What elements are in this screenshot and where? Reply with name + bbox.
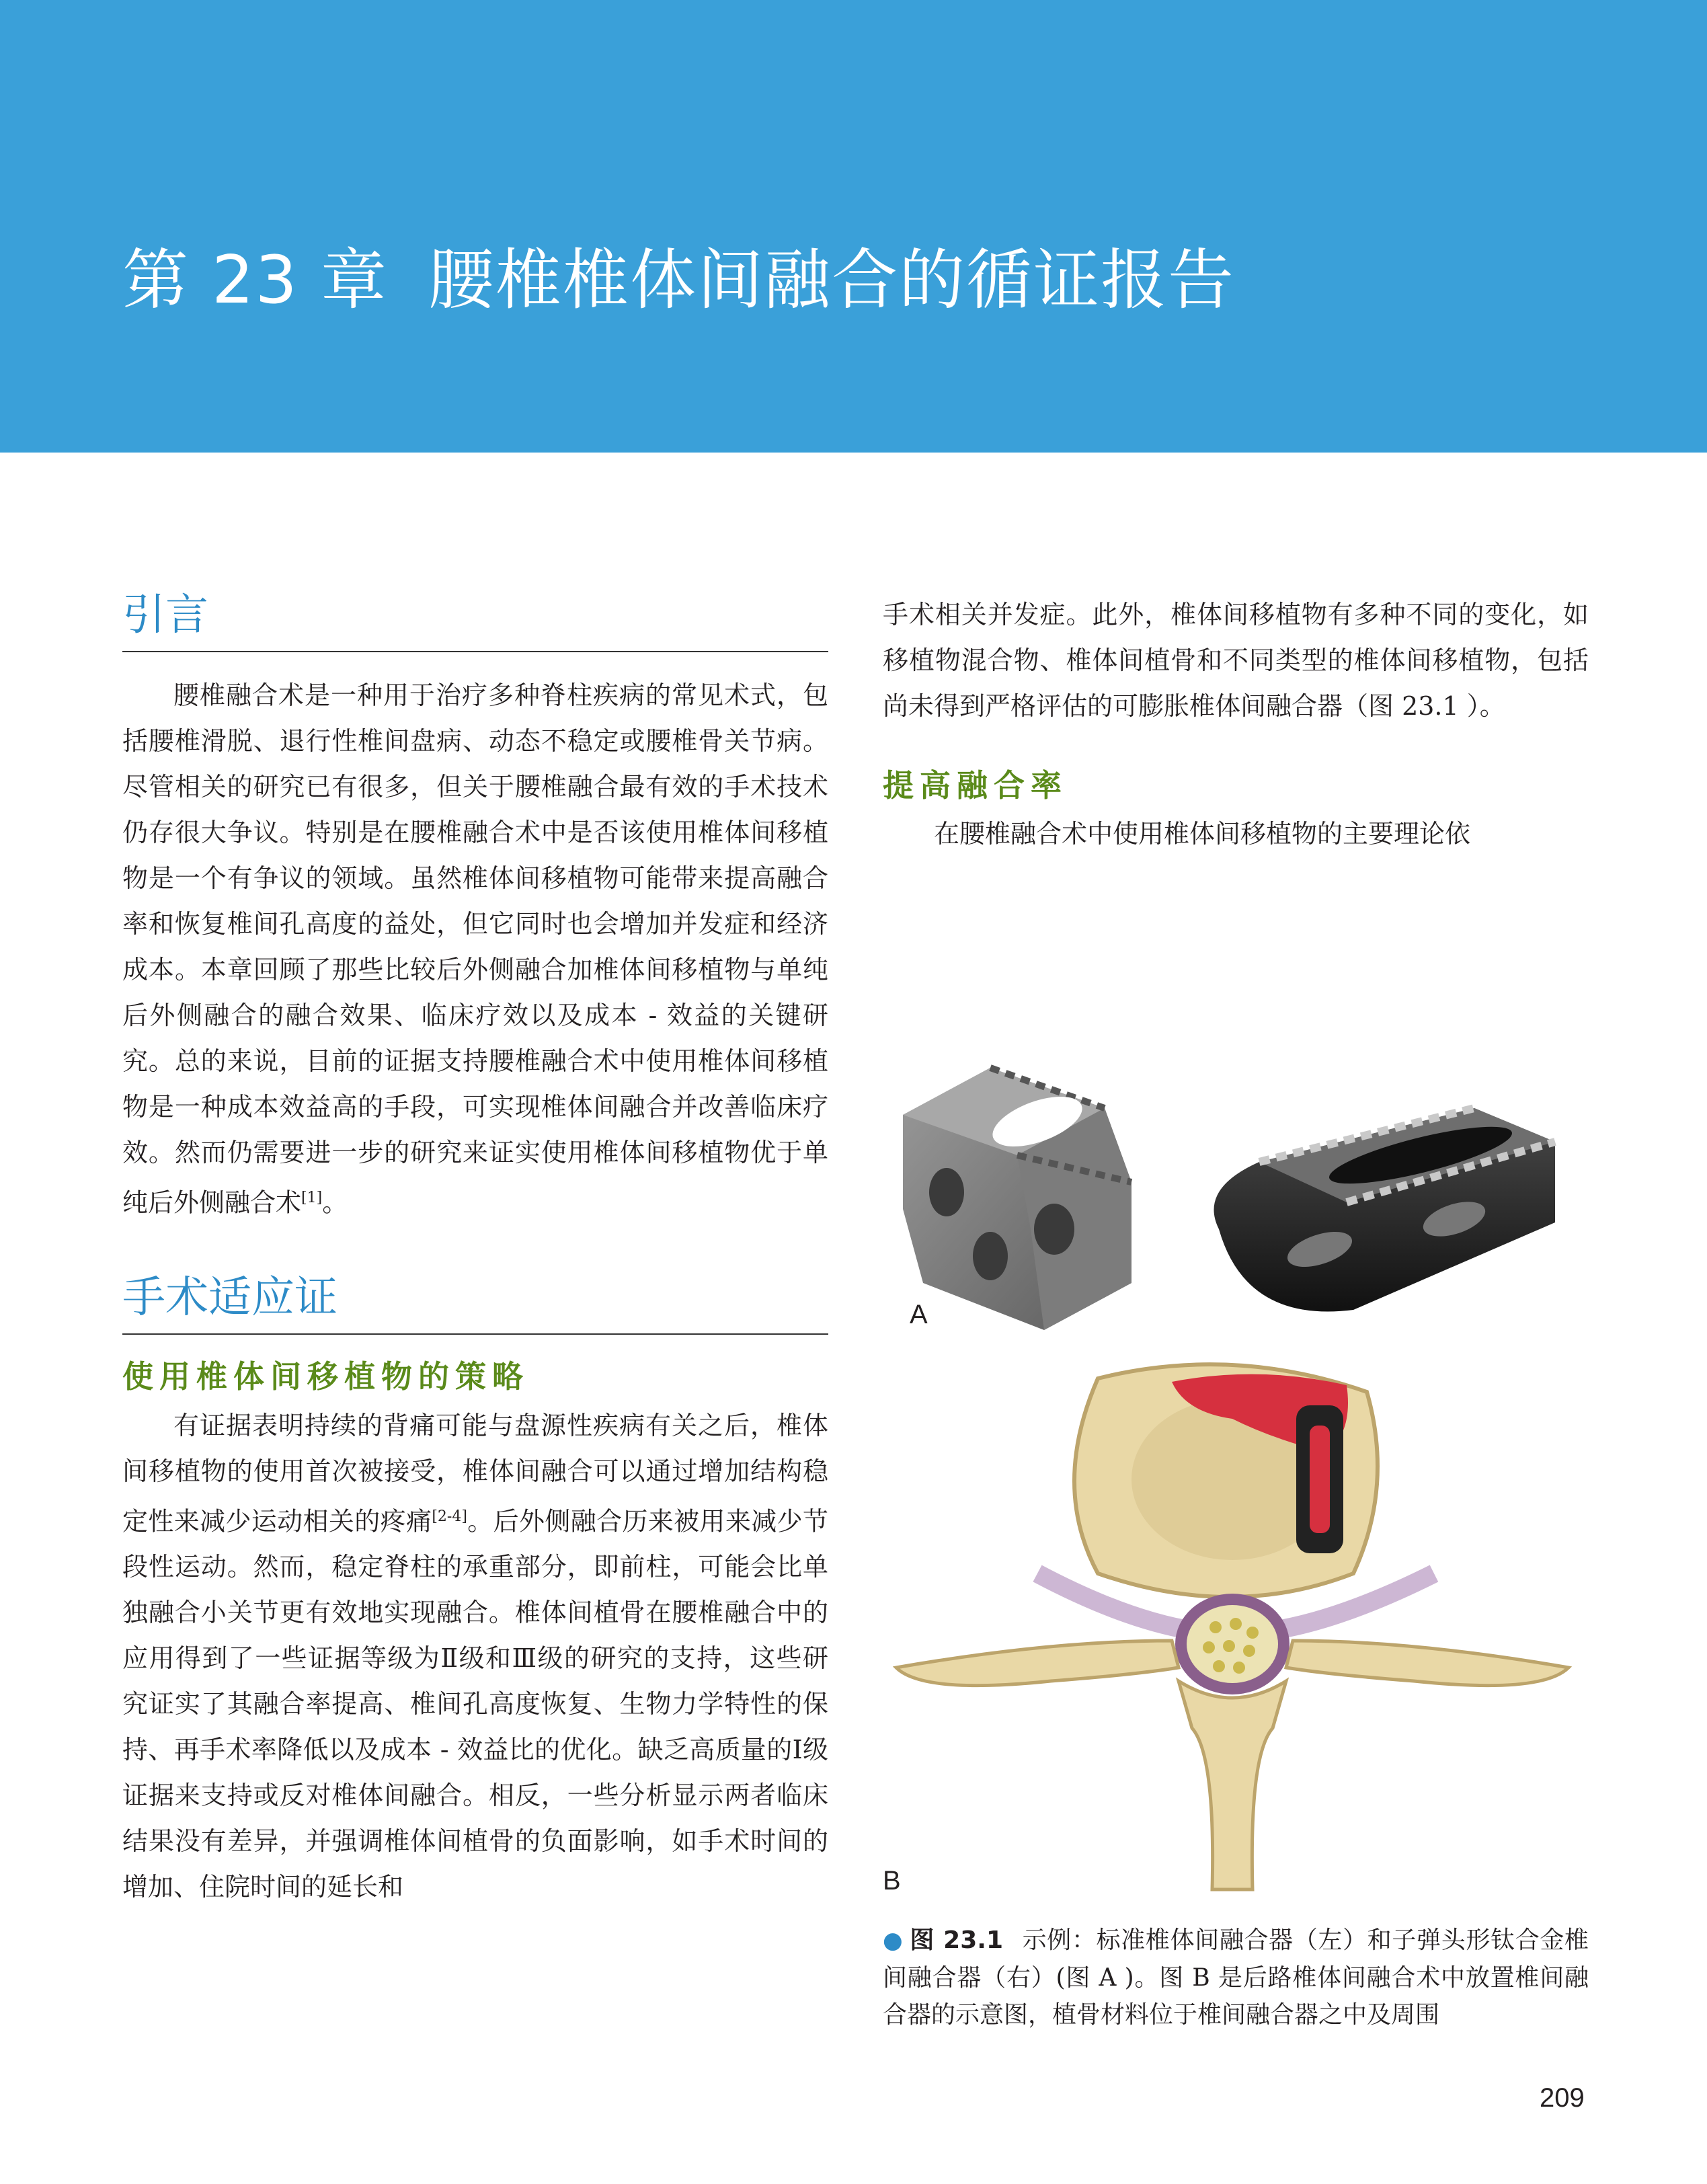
caption-bullet-icon: ● [883, 1927, 904, 1954]
figure-caption [883, 1922, 1589, 2033]
intro-text: 腰椎融合术是一种用于治疗多种脊柱疾病的常见术式，包括腰椎滑脱、退行性椎间盘病、动态不稳定或腰椎骨关节病。尽管相关的研究已有很多，但关于腰椎融合最有效的手术技术仍存很大争议。特别是在腰椎融合术中是否该使用椎体间移植物是一个有争议的领域。虽然椎体间移植物可能带来提高融合率和恢复椎间孔高度的益处，但它同时也会增加并发症和经济成本。本章回顾了那些比较后外侧融合加椎体间移植物与单纯后外侧融合的融合效果、临床疗效以及成本 - 效益的关键研究。总的来说，目前的证据支持腰椎融合术中使用椎体间移植物是一种成本效益高的手段，可实现椎体间融合并改善临床疗效。然而仍需要进一步的研究来证实使用椎体间移植物优于单纯后外侧融合术 [122, 680, 828, 1218]
fusion-paragraph: 在腰椎融合术中使用椎体间移植物的主要理论依 [934, 819, 1471, 849]
figure-a [883, 1027, 1589, 1330]
figure-label-b: B [883, 1866, 901, 1896]
left-column [122, 592, 828, 1910]
page-number: 209 [1540, 2083, 1585, 2113]
fusion-subheading: 提高融合率 [883, 767, 1068, 804]
intro-heading: 引言 [122, 592, 828, 652]
intro-paragraph [122, 672, 828, 1226]
right-column [883, 592, 1589, 857]
caption-text: 示例：标准椎体间融合器（左）和子弹头形钛合金椎间融合器（右）(图 A )。图 B 是后路椎体间融合术中放置椎间融合器的示意图，植骨材料位于椎间融合器之中及周围 [883, 1926, 1589, 2029]
indications-heading: 手术适应证 [122, 1274, 828, 1335]
figure-label-a: A [910, 1300, 928, 1329]
strategy-text-2: 。后外侧融合历来被用来减少节段性运动。然而，稳定脊柱的承重部分，即前柱，可能会比单独融合小关节更有效地实现融合。椎体间植骨在腰椎融合中的应用得到了一些证据等级为Ⅱ级和Ⅲ级的研究的支持，这些研究证实了其融合率提高、椎间孔高度恢复、生物力学特性的保持、再手术率降低以及成本 - 效益比的优化。缺乏高质量的Ⅰ级证据来支持或反对椎体间融合。相反，一些分析显示两者临床结果没有差异，并强调椎体间植骨的负面影响，如手术时间的增加、住院时间的延长和 [122, 1506, 828, 1902]
chapter-number: 第 23 章 [122, 242, 389, 319]
caption-figure-number: 图 23.1 [910, 1926, 1003, 1954]
chapter-title [122, 227, 1235, 322]
strategy-paragraph [122, 1403, 828, 1910]
strategy-text-1: 有证据表明持续的背痛可能与盘源性疾病有关之后，椎体间移植物的使用首次被接受，椎体间融合可以通过增加结构稳定性来减少运动相关的疼痛 [122, 1410, 828, 1536]
chapter-name: 腰椎椎体间融合的循证报告 [428, 242, 1236, 319]
chapter-banner [0, 0, 1707, 453]
vertebra-cross-section-illustration [883, 1352, 1589, 1910]
interbody-cages-illustration [883, 1027, 1589, 1330]
standard-cage [903, 1068, 1132, 1330]
strategy-subheading: 使用椎体间移植物的策略 [122, 1358, 529, 1395]
intro-end: 。 [322, 1188, 348, 1218]
figure-b [883, 1352, 1589, 1910]
intro-citation: [1] [301, 1190, 323, 1207]
bullet-cage [1214, 1108, 1556, 1312]
strategy-citation: [2-4] [432, 1508, 467, 1525]
continued-paragraph: 手术相关并发症。此外，椎体间移植物有多种不同的变化，如移植物混合物、椎体间植骨和不同类型的椎体间移植物，包括尚未得到严格评估的可膨胀椎体间融合器（图 23.1 ）。 [883, 600, 1589, 721]
